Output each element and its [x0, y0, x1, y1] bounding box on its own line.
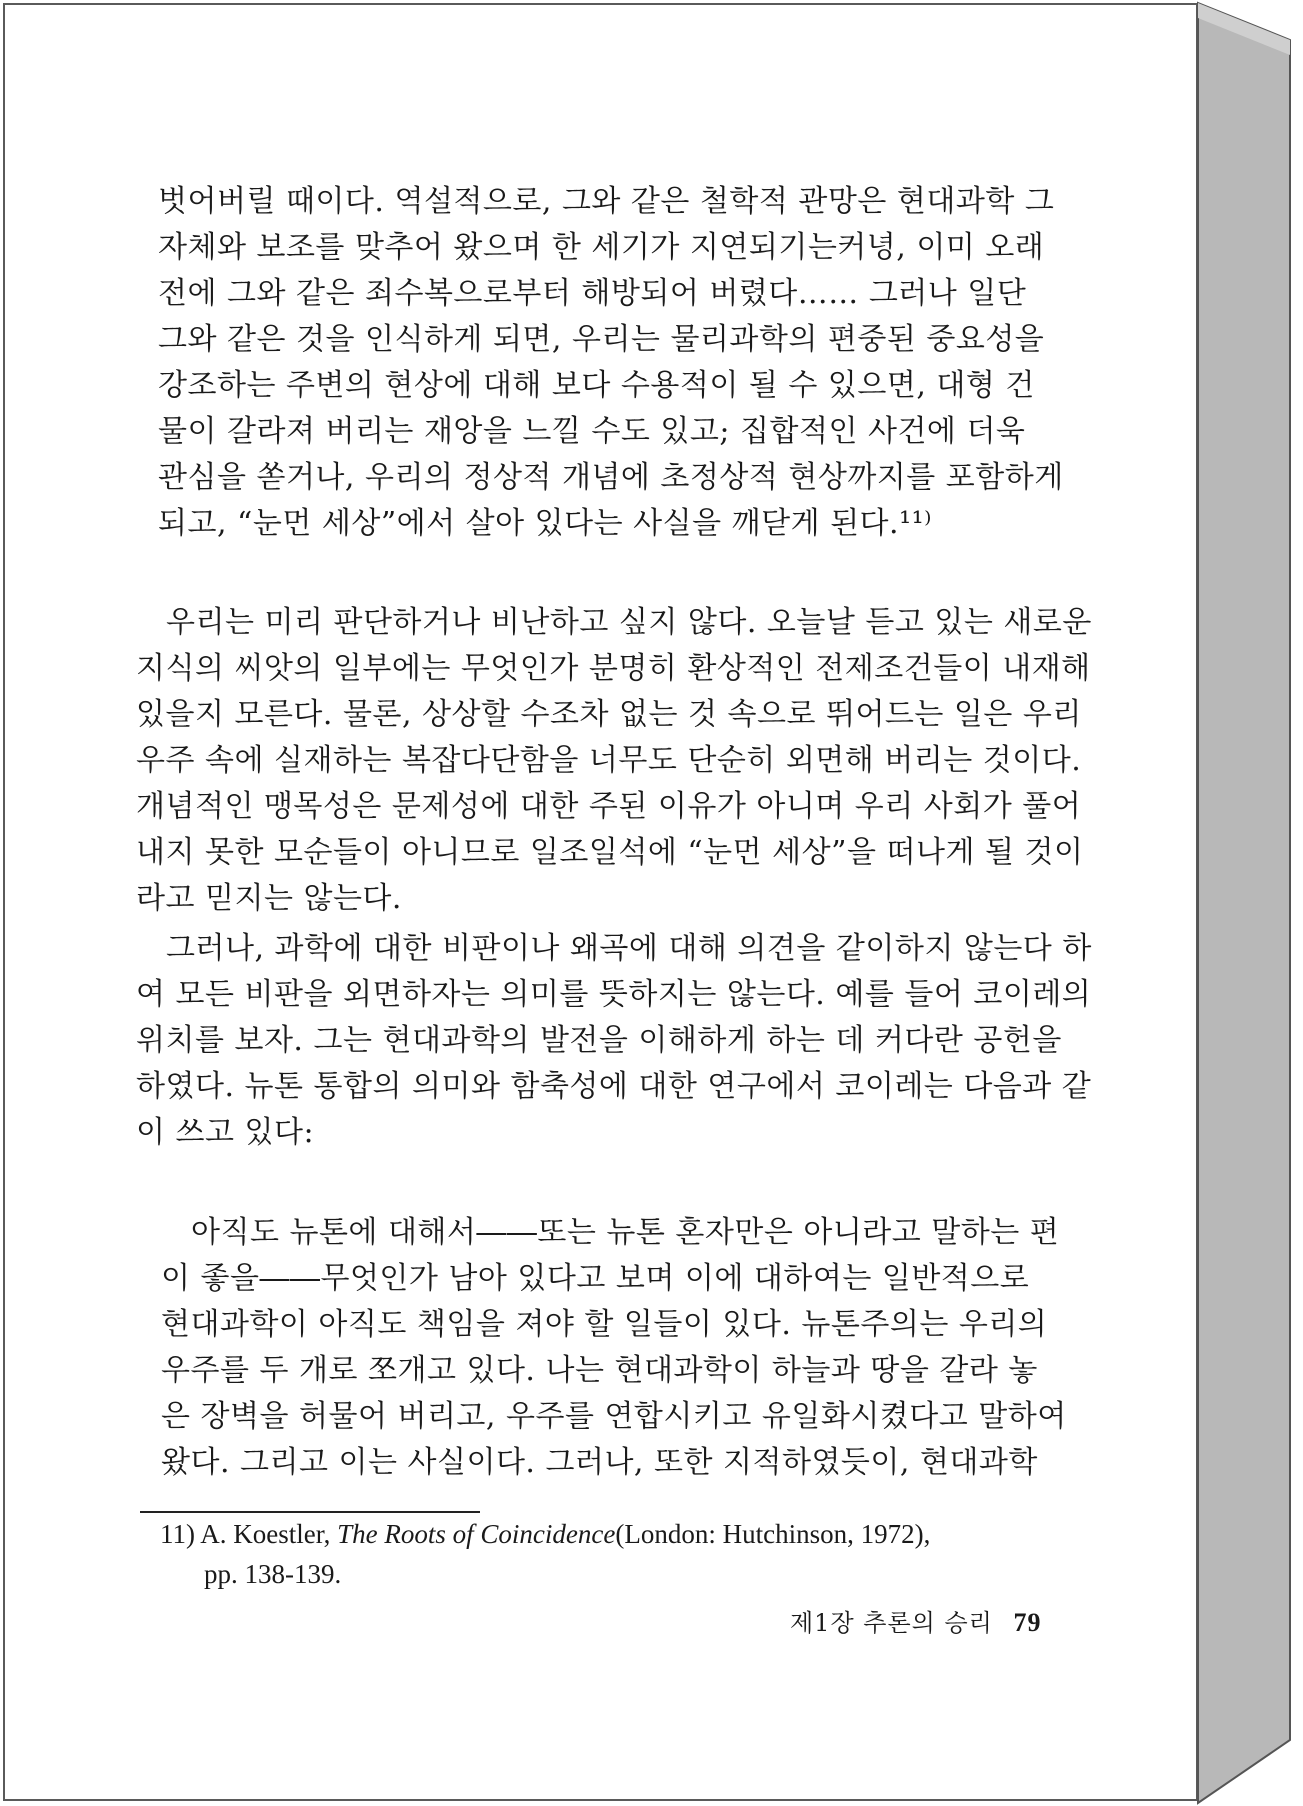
text-line: 내지 못한 모순들이 아니므로 일조일석에 “눈먼 세상”을 떠나게 될 것이: [136, 835, 1084, 870]
footnote-pages: pp. 138-139.: [204, 1559, 342, 1589]
text-line: 우주 속에 실재하는 복잡다단함을 너무도 단순히 외면해 버리는 것이다.: [136, 743, 1082, 778]
text-line: 관심을 쏟거나, 우리의 정상적 개념에 초정상적 현상까지를 포함하게: [158, 460, 1064, 495]
footnote-publisher: (London: Hutchinson, 1972),: [615, 1519, 931, 1549]
chapter-title: 제1장 추론의 승리: [790, 1609, 993, 1637]
body-paragraph-2: [136, 600, 1092, 922]
text-line: 그러나, 과학에 대한 비판이나 왜곡에 대해 의견을 같이하지 않는다 하: [166, 931, 1092, 966]
text-line: 전에 그와 같은 죄수복으로부터 해방되어 버렸다…… 그러나 일단: [158, 276, 1027, 311]
page-footer: [790, 1603, 1041, 1638]
footnote-author: A. Koestler,: [200, 1519, 331, 1549]
quote-paragraph-4: [136, 1210, 1067, 1486]
text-line: 벗어버릴 때이다. 역설적으로, 그와 같은 철학적 관망은 현대과학 그: [158, 184, 1055, 219]
text-line: 자체와 보조를 맞추어 왔으며 한 세기가 지연되기는커녕, 이미 오래: [158, 230, 1045, 265]
footnote-marker: 11): [160, 1519, 195, 1549]
text-line: 이 좋을――무엇인가 남아 있다고 보며 이에 대하여는 일반적으로: [161, 1261, 1030, 1296]
text-line: 우리는 미리 판단하거나 비난하고 싶지 않다. 오늘날 듣고 있는 새로운: [166, 605, 1092, 640]
footnote-divider: [140, 1511, 480, 1513]
text-line: 아직도 뉴톤에 대해서――또는 뉴톤 혼자만은 아니라고 말하는 편: [191, 1215, 1060, 1250]
text-line: 은 장벽을 허물어 버리고, 우주를 연합시키고 유일화시켰다고 말하여: [161, 1399, 1067, 1434]
text-line: 지식의 씨앗의 일부에는 무엇인가 분명히 환상적인 전제조건들이 내재해: [136, 651, 1091, 686]
text-line: 현대과학이 아직도 책임을 져야 할 일들이 있다. 뉴톤주의는 우리의: [161, 1307, 1048, 1342]
body-paragraph-3: [136, 926, 1092, 1156]
text-line: 여 모든 비판을 외면하자는 의미를 뜻하지는 않는다. 예를 들어 코이레의: [136, 977, 1092, 1012]
footnote-line-1: [160, 1514, 930, 1554]
text-line: 이 쓰고 있다:: [136, 1115, 315, 1150]
text-line: 위치를 보자. 그는 현대과학의 발전을 이해하게 하는 데 커다란 공헌을: [136, 1023, 1062, 1058]
text-line: 되고, “눈먼 세상”에서 살아 있다는 사실을 깨닫게 된다.¹¹⁾: [158, 506, 932, 541]
footnote-title: The Roots of Coincidence: [337, 1519, 616, 1549]
quote-paragraph-1: [158, 179, 1064, 547]
text-line: 개념적인 맹목성은 문제성에 대한 주된 이유가 아니며 우리 사회가 풀어: [136, 789, 1082, 824]
text-line: 있을지 모른다. 물론, 상상할 수조차 없는 것 속으로 뛰어드는 일은 우리: [136, 697, 1082, 732]
text-line: 하였다. 뉴톤 통합의 의미와 함축성에 대한 연구에서 코이레는 다음과 같: [136, 1069, 1092, 1104]
text-line: 그와 같은 것을 인식하게 되면, 우리는 물리과학의 편중된 중요성을: [158, 322, 1045, 357]
footnote: [160, 1514, 930, 1594]
page-number: 79: [1013, 1608, 1042, 1637]
text-line: 왔다. 그리고 이는 사실이다. 그러나, 또한 지적하였듯이, 현대과학: [161, 1445, 1038, 1480]
text-line: 강조하는 주변의 현상에 대해 보다 수용적이 될 수 있으면, 대형 건: [158, 368, 1035, 403]
text-line: 라고 믿지는 않는다.: [136, 881, 402, 916]
text-line: 우주를 두 개로 쪼개고 있다. 나는 현대과학이 하늘과 땅을 갈라 놓: [161, 1353, 1038, 1388]
text-line: 물이 갈라져 버리는 재앙을 느낄 수도 있고; 집합적인 사건에 더욱: [158, 414, 1026, 449]
